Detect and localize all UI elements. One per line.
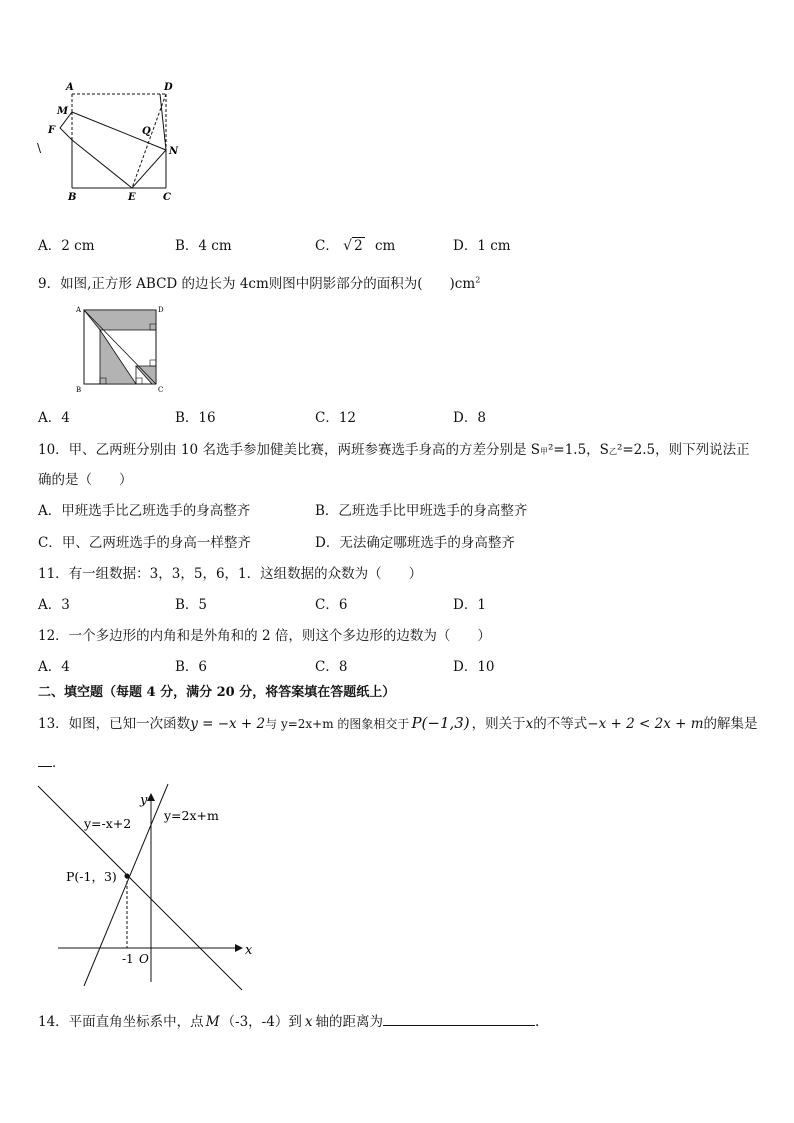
q8-label-a: A (66, 82, 74, 93)
q8-option-b: B．4 cm (175, 238, 232, 254)
q13-graph (36, 782, 258, 992)
q8-segment-dn-side (160, 94, 166, 150)
q9-shaded-top (84, 310, 156, 330)
q9-stem (38, 272, 480, 292)
point-p (125, 874, 130, 879)
q10-stem-line2: 确的是（ ） (38, 472, 133, 488)
q13-stem-line2 (38, 751, 66, 771)
q8-option-c-prefix: C． (315, 238, 339, 254)
q8-label-m: M (57, 106, 69, 117)
q14-xvar: x (304, 1014, 313, 1030)
q8-label-f: F (48, 125, 56, 136)
q13-text-1: 13．如图，已知一次函数 (38, 716, 191, 732)
q13-text-4: 的不等式 (533, 716, 588, 732)
q9-right-angle-4 (136, 378, 142, 384)
q8-label-e: E (128, 192, 136, 203)
q11-option-c: C．6 (315, 597, 348, 613)
q10-text-a: 10．甲、乙两班分别由 10 名选手参加健美比赛，两班参赛选手身高的方差分别是 S (38, 442, 540, 458)
q9-right-angle-3 (150, 360, 156, 366)
q13-end: ． (52, 755, 66, 771)
q8-option-c-unit: cm (374, 238, 396, 254)
q12-option-b: B．6 (175, 659, 208, 675)
q9-superscript: 2 (475, 275, 481, 285)
q8-label-n: N (169, 146, 179, 157)
line2-label: y=2x+m (164, 808, 219, 823)
q8-label-d: D (164, 82, 173, 93)
q8-label-q: Q (142, 126, 151, 137)
x-axis-label: x (245, 943, 253, 958)
line1-label: y=-x+2 (84, 816, 132, 831)
q14-m: M (205, 1014, 220, 1030)
q11-option-b: B．5 (175, 597, 208, 613)
q13-xvar: x (525, 716, 534, 732)
q10-option-b: B．乙班选手比甲班选手的身高整齐 (315, 503, 528, 519)
origin-label: O (139, 952, 149, 966)
q9-figure (72, 300, 172, 396)
q13-point: P(−1,3) (411, 714, 470, 732)
q9-label-a: A (76, 306, 82, 314)
q9-label-d: D (158, 306, 164, 314)
q10-text-mid: ²=1.5，S (547, 442, 609, 458)
q11-option-a: A．3 (38, 597, 70, 613)
q14-stem (38, 1010, 539, 1030)
q10-sub-jia: 甲 (539, 447, 548, 456)
q14-text-3: 轴的距离为 (315, 1014, 383, 1030)
q13-answer-blank[interactable] (38, 753, 52, 767)
q9-text: 9．如图,正方形 ABCD 的边长为 4cm则图中阴影部分的面积为( )cm (38, 276, 476, 292)
q9-shaded-triangle (100, 330, 136, 384)
tick-label-neg1: -1 (122, 952, 134, 966)
q8-label-c: C (163, 192, 171, 203)
q8-segment-de (132, 94, 166, 188)
q10-stem-line1 (38, 438, 750, 458)
q9-option-a: A．4 (38, 410, 70, 426)
q8-label-b: B (68, 192, 77, 203)
q9-option-b: B．16 (175, 410, 216, 426)
q14-text-1: 14．平面直角坐标系中，点 (38, 1014, 204, 1030)
q8-backslash: \ (37, 141, 42, 155)
q10-option-a: A．甲班选手比乙班选手的身高整齐 (38, 503, 251, 519)
q8-option-c-radicand: 2 (354, 238, 363, 254)
q9-option-c: C．12 (315, 410, 357, 426)
q10-sub-yi: 乙 (608, 447, 617, 456)
q11-stem: 11．有一组数据：3，3，5，6，1．这组数据的众数为（ ） (38, 566, 423, 582)
section-heading-fill-in: 二、填空题（每题 4 分，满分 20 分，将答案填在答题纸上） (38, 685, 396, 700)
point-p-label: P(-1，3) (66, 869, 117, 884)
q10-text-b: ²=2.5，则下列说法正 (616, 442, 750, 458)
y-axis-label: y (140, 793, 148, 808)
q13-text-3: ，则关于 (471, 716, 526, 732)
q14-text-2: （-3，-4）到 (221, 1014, 302, 1030)
q10-option-d: D．无法确定哪班选手的身高整齐 (315, 535, 515, 551)
q13-text-5: 的解集是 (703, 716, 758, 732)
q10-option-c: C．甲、乙两班选手的身高一样整齐 (38, 535, 251, 551)
q12-stem: 12．一个多边形的内角和是外角和的 2 倍，则这个多边形的边数为（ ） (38, 628, 491, 644)
q8-option-d: D．1 cm (453, 238, 511, 254)
q11-option-d: D．1 (453, 597, 486, 613)
q13-inequality: −x + 2 < 2x + m (587, 716, 704, 732)
q12-option-c: C．8 (315, 659, 348, 675)
q9-label-c: C (158, 386, 164, 394)
q12-option-d: D．10 (453, 659, 495, 675)
q8-figure (36, 78, 196, 208)
sqrt-sign: √ (343, 238, 353, 254)
q13-stem-line1 (38, 712, 758, 732)
q14-answer-blank[interactable] (383, 1012, 535, 1026)
q8-option-a: A．2 cm (38, 238, 95, 254)
q9-label-b: B (76, 386, 82, 394)
q8-option-c (315, 234, 395, 254)
q13-text-2: 与 y=2x+m 的图象相交于 (265, 717, 410, 731)
q14-end: . (534, 1014, 540, 1030)
q9-option-d: D．8 (453, 410, 486, 426)
q12-option-a: A．4 (38, 659, 70, 675)
q13-eq1: y = −x + 2 (190, 716, 266, 732)
q8-folded-polygon (60, 112, 166, 188)
